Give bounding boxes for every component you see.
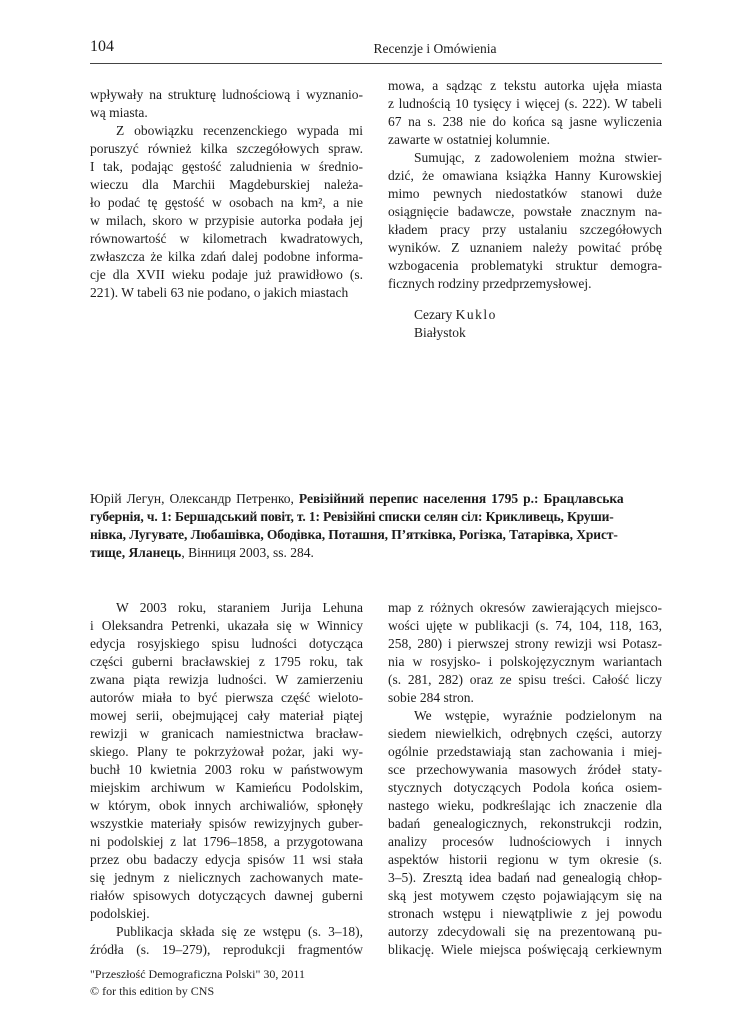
text-line: przez obu badaczy edycja spisów 11 wsi stała	[90, 852, 363, 867]
text-line: ficznych rodziny przedprzemysłowej.	[388, 276, 592, 291]
bib-title-part3: нівка, Лугувате, Любашівка, Ободівка, Поташня, П’ятківка, Рогізка, Татарівка, Христ-	[90, 527, 618, 542]
text-line: Publikacja składa się ze wstępu (s. 3–18),	[116, 924, 363, 939]
text-line: wpływały na strukturę ludnościową i wyznanio-	[90, 87, 363, 102]
reviewer-first-name: Cezary	[414, 307, 453, 322]
copyright-notice: © for this edition by CNS	[90, 984, 215, 998]
text-line: nastego wieku, podkreślając ich znaczenie dla	[388, 798, 662, 813]
text-line: autorzy zdecydowali się na prezentowaną pu-	[388, 924, 662, 939]
text-line: osiągnięcie badawcze, powstałe znacznym na-	[388, 204, 662, 219]
text-line: (s. 281, 282) oraz ze spisu treści. Całość liczy	[388, 672, 662, 687]
text-line: części guberni bracławskiej z 1795 roku, tak	[90, 654, 363, 669]
text-line: ską jest motywem często pojawiającym się na	[388, 888, 662, 903]
text-line: nia w rosyjsko- i polskojęzycznym wariantach	[388, 654, 662, 669]
text-line: siedem niewielkich, odrębnych części, autorzy	[388, 726, 662, 741]
text-line: stronach wstępu i niewątpliwie z jej powodu	[388, 906, 662, 921]
text-line: 258, 280) i pierwszej strony rewizji wsi Potasz-	[388, 636, 662, 651]
text-line: 67 na s. 238 nie do końca są jasne wyliczenia	[388, 114, 662, 129]
text-line: cje dla XVII wieku podaje już prawidłowo (s.	[90, 267, 363, 282]
bib-authors: Юрій Легун, Олександр Петренко,	[90, 491, 299, 506]
bib-title-part2: губернія, ч. 1: Бершадський повіт, т. 1: Ревізійні списки селян сіл: Крикливець, Круши-	[90, 509, 614, 524]
bib-publication: , Вінниця 2003, ss. 284.	[181, 545, 314, 560]
text-line: W 2003 roku, staraniem Jurija Lehuna	[116, 600, 363, 615]
text-line: wą miasta.	[90, 105, 148, 120]
bibliographic-heading	[90, 490, 662, 562]
reviewer-place: Białystok	[414, 325, 466, 340]
text-line: stycznych dotyczących Podola końca osiem-	[388, 780, 662, 795]
text-line: map z różnych okresów zawierających miejsco-	[388, 600, 662, 615]
text-line: sobie 284 stron.	[388, 690, 474, 705]
text-line: się jednym z nielicznych zachowanych mate-	[90, 870, 363, 885]
text-line: wieczu dla Marchii Magdeburskiej należa-	[90, 177, 363, 192]
bib-title-part1: Ревізійний перепис населення 1795 р.: Брацлавська	[298, 491, 624, 506]
text-line: równowartość w kilometrach kwadratowych,	[90, 231, 363, 246]
text-line: ogólnie przedstawiają stan zachowania i miej-	[388, 744, 662, 759]
text-line: poruszyć również kilka szczegółowych spraw.	[90, 141, 363, 156]
text-line: rewizji w granicach namiestnictwa bracław-	[90, 726, 363, 741]
text-line: badań genealogicznych, rekonstrukcji rodzin,	[388, 816, 662, 831]
header-rule	[90, 63, 662, 64]
text-line: Z obowiązku recenzenckiego wypada mi	[116, 123, 363, 138]
text-line: We wstępie, wyraźnie podzielonym na	[414, 708, 662, 723]
text-line: sce przechowywania masowych źródeł staty-	[388, 762, 662, 777]
bib-title-part4: тище, Яланець	[90, 545, 182, 560]
text-line: mowej serii, obejmującej cały materiał piątej	[90, 708, 363, 723]
text-line: wyników. Z uznaniem należy powitać próbę	[388, 240, 662, 255]
text-line: Sumując, z zadowoleniem można stwier-	[414, 150, 662, 165]
page-number: 104	[90, 38, 114, 55]
text-line: w milach, skoro w przypisie autorka podała jej	[90, 213, 363, 228]
text-line: ło podać tę gęstość w osobach na km², a nie	[90, 195, 363, 210]
text-line: z ludnością 10 tysięcy i więcej (s. 222). W tabeli	[388, 96, 662, 111]
text-line: blikację. Wiele miejsca poświęcają cerkiewnym	[388, 942, 662, 957]
text-line: analizy procesów ludnościowych i innych	[388, 834, 662, 849]
text-line: skiego. Plany te pokrzyżował pożar, jaki wy-	[90, 744, 363, 759]
text-line: wszystkie materiały spisów rewizyjnych guber-	[90, 816, 363, 831]
text-line: edycja rosyjskiego spisu ludności dotycząca	[90, 636, 363, 651]
text-line: źródła (s. 19–279), reprodukcji fragmentów	[90, 942, 363, 957]
text-line: ni podolskiej z lat 1796–1858, a przygotowana	[90, 834, 363, 849]
reviewer-last-name: Kuklo	[455, 307, 497, 322]
text-line: riałów spisowych dotyczących dawnej guberni	[90, 888, 363, 903]
text-line: mimo pewnych niedostatków stanowi duże	[388, 186, 662, 201]
text-line: dzić, że omawiana książka Hanny Kurowskiej	[388, 168, 662, 183]
text-line: buchł 10 kwietnia 2003 roku w państwowym	[90, 762, 363, 777]
text-line: wości ujęte w publikacji (s. 74, 104, 118, 163,	[388, 618, 662, 633]
text-line: mowa, a sądząc z tekstu autorka ujęła miasta	[388, 78, 662, 93]
text-line: wzbogacenia problematyki struktur demogra-	[388, 258, 662, 273]
text-line: zawarte w ostatniej kolumnie.	[388, 132, 550, 147]
text-line: zwłaszcza że kilka zdań dalej podobne informa-	[90, 249, 363, 264]
text-line: podolskiej.	[90, 906, 150, 921]
text-line: I tak, podając gęstość zaludnienia w średnio-	[90, 159, 363, 174]
text-line: kładem pracy przy ustalaniu szczegółowych	[388, 222, 662, 237]
text-line: autorów miała to być pierwsza część wieloto-	[90, 690, 363, 705]
text-line: zwana piąta rewizja ludności. W zamierzeniu	[90, 672, 363, 687]
text-line: 3–5). Zresztą idea badań nad genealogią chłop-	[388, 870, 662, 885]
text-line: i Oleksandra Petrenki, ukazała się w Winnicy	[90, 618, 363, 633]
journal-citation: "Przeszłość Demograficzna Polski" 30, 2011	[90, 967, 305, 981]
text-line: 221). W tabeli 63 nie podano, o jakich miastach	[90, 285, 349, 300]
running-title: Recenzje i Omówienia	[373, 41, 497, 56]
text-line: w którym, obok innych archiwaliów, spłonęły	[90, 798, 363, 813]
text-line: miejskim archiwum w Kamieńcu Podolskim,	[90, 780, 363, 795]
reviewer-name	[414, 306, 497, 324]
text-line: aspektów historii regionu w tym okresie (s.	[388, 852, 662, 867]
